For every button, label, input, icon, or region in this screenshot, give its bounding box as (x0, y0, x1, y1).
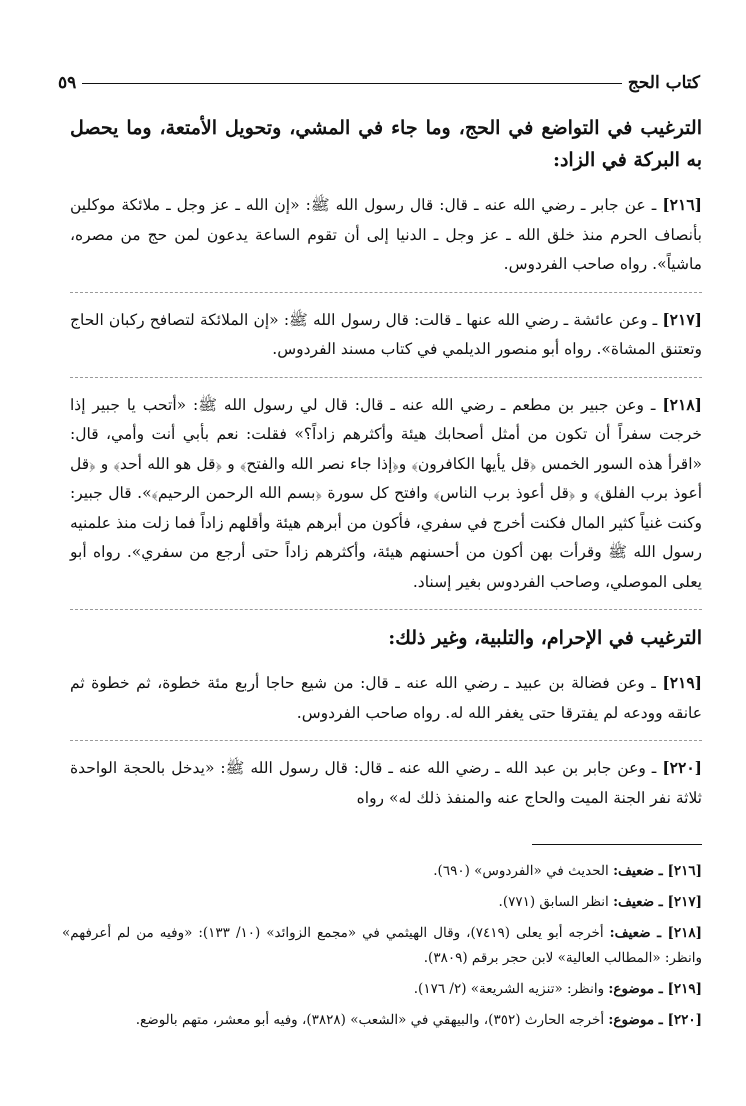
hadith-paragraph (70, 305, 702, 365)
hadith-text: ـ وعن جابر بن عبد الله ـ رضي الله عنه ـ قال: قال رسول الله ﷺ: «يدخل بالحجة الواحدة ثلاثة نفر الجنة الميت والحاج عنه والمنفذ ذلك له» رواه (70, 759, 702, 807)
footnote-number: [٢١٧] (667, 894, 702, 910)
running-header (58, 70, 700, 96)
footnote-rule (532, 844, 702, 845)
header-rule (82, 83, 622, 84)
footnote-number: [٢١٩] (667, 981, 702, 997)
hadith-number: [٢٢٠] (662, 758, 702, 777)
divider (70, 609, 702, 610)
footnote-text: وانظر: «تنزيه الشريعة» (٢/ ١٧٦). (413, 981, 609, 997)
hadith-text: ـ عن جابر ـ رضي الله عنه ـ قال: قال رسول الله ﷺ: «إن الله ـ عز وجل ـ ملائكة موكلين بأنصاف الحرم منذ خلق الله ـ عز وجل ـ الدنيا إلى أن تقوم الساعة يدعون لمن حج من مصره، ماشياً». رواه صاحب الفردوس. (70, 196, 702, 273)
footnote-grade: ـ موضوع: (608, 1012, 668, 1028)
hadith-paragraph (70, 390, 702, 598)
hadith-number: [٢١٧] (662, 309, 702, 329)
footnote-text: الحديث في «الفردوس» (٦٩٠). (433, 863, 614, 879)
book-title: كتاب الحج (627, 73, 700, 93)
hadith-text: ـ وعن جبير بن مطعم ـ رضي الله عنه ـ قال: قال لي رسول الله ﷺ: «أتحب يا جبير إذا خرجت سفراً أن تكون من أمثل أصحابك هيئة وأكثرهم زاداً؟» فقلت: نعم بأبي أنت وأمي، قال: «اقرأ هذه السور الخمس ﴿قل يأيها الكافرون﴾ و﴿إذا جاء نصر الله والفتح﴾ و ﴿قل هو الله أحد﴾ و ﴿قل أعوذ برب الفلق﴾ و ﴿قل أعوذ برب الناس﴾ وافتح كل سورة ﴿بسم الله الرحمن الرحيم﴾». قال جبير: وكنت غنياً كثير المال فكنت أخرج في سفري، فأكون من أبرهم هيئة وأقلهم زاداً فما زلت منذ علمنيه رسول الله ﷺ وقرأت بهن أكون من أحسنهم هيئة، وأكثرهم زاداً حتى أرجع من سفري». رواه أبو يعلى الموصلي، وصاحب الفردوس بغير إسناد. (70, 395, 702, 591)
divider (70, 292, 702, 293)
divider (70, 740, 702, 741)
page-number: ٥٩ (58, 73, 77, 93)
section (70, 112, 702, 597)
footnote-text: أخرجه الحارث (٣٥٢)، والبيهقي في «الشعب» (٣٨٢٨)، وفيه أبو معشر، متهم بالوضع. (135, 1012, 609, 1028)
divider (70, 377, 702, 378)
hadith-number: [٢١٦] (662, 195, 702, 214)
hadith-paragraph (70, 190, 702, 280)
hadith-text: ـ وعن عائشة ـ رضي الله عنها ـ قالت: قال رسول الله ﷺ: «إن الملائكة لتصافح ركبان الحاج وتعتنق المشاة». رواه أبو منصور الديلمي في كتاب مسند الفردوس. (70, 310, 702, 358)
footnote-number: [٢٢٠] (667, 1012, 702, 1028)
footnote-grade: ـ موضوع: (608, 981, 668, 997)
footnote-grade: ـ ضعيف: (613, 863, 668, 879)
footnote-number: [٢١٨] (667, 925, 702, 941)
footnote-number: [٢١٦] (667, 863, 702, 879)
footnote-text: أخرجه أبو يعلى (٧٤١٩)، وقال الهيثمي في «مجمع الزوائد» (١٠/ ١٣٣): «وفيه من لم أعرفهم» وانظر: «المطالب العالية» لابن حجر برقم (٣٨٠٩). (62, 925, 702, 966)
footnote (62, 859, 702, 884)
footnote-grade: ـ ضعيف: (613, 894, 668, 910)
section-heading: الترغيب في الإحرام، والتلبية، وغير ذلك: (388, 627, 702, 649)
hadith-paragraph (70, 668, 702, 728)
hadith-number: [٢١٨] (662, 394, 702, 414)
hadith-number: [٢١٩] (662, 673, 703, 692)
footnotes (62, 844, 702, 1039)
footnote (62, 890, 702, 915)
footnote-text: انظر السابق (٧٧١). (498, 894, 614, 910)
footnote (62, 977, 702, 1002)
footnote (62, 1008, 702, 1033)
section (70, 622, 702, 813)
hadith-text: ـ وعن فضالة بن عبيد ـ رضي الله عنه ـ قال: من شيع حاجا أربع مئة خطوة، ثم خطوة ثم عانقه وودعه لم يفترقا حتى يغفر الله له. رواه صاحب الفردوس. (70, 674, 702, 722)
footnote-grade: ـ ضعيف: (609, 925, 668, 941)
main-text (70, 112, 702, 825)
section-heading: الترغيب في التواضع في الحج، وما جاء في المشي، وتحويل الأمتعة، وما يحصل به البركة في الزاد: (70, 117, 702, 171)
footnote (62, 921, 702, 971)
hadith-paragraph (70, 753, 702, 813)
